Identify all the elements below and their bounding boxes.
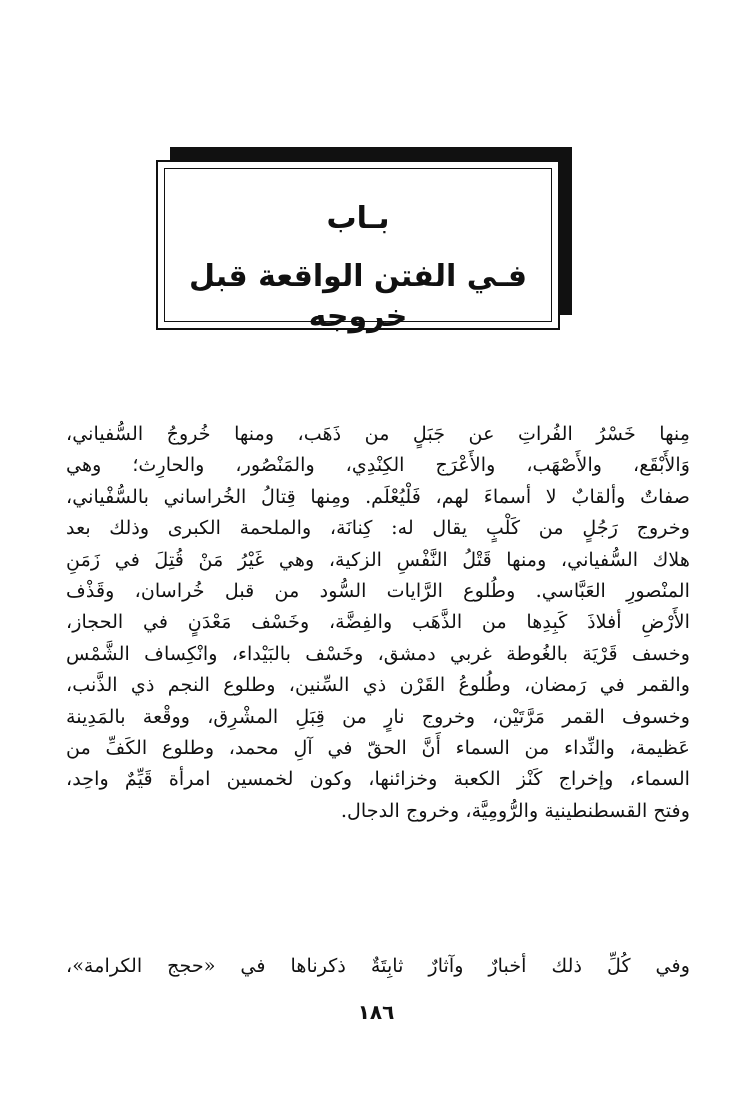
text-line: وخسف قَرْيَة بالغُوطة غربي دمشق، وخَسْف بالبَيْداء، وانْكِساف الشَّمْس: [66, 641, 690, 665]
text-line: الأَرْضِ أفلاذَ كَبِدِها من الذَّهَب والفِضَّة، وخَسْف مَعْدَنٍ في الحجاز،: [66, 610, 690, 634]
text-line: السماء، وإخراج كَنْز الكعبة وخزائنها، وكون لخمسين امرأة قَيِّمٌ واحِد،: [66, 767, 690, 791]
second-paragraph: وفي كُلِّ ذلك أخبارٌ وآثارٌ ثابِتَةٌ ذكرناها في «حجج الكرامة»،: [66, 954, 690, 977]
main-paragraph: [66, 418, 690, 826]
text-line: وَالأَبْقَع، والأَصْهَب، والأَعْرَج الكِنْدِي، والمَنْصُور، والحارِث؛ وهي: [66, 453, 690, 477]
chapter-title-inner-frame: [164, 168, 552, 334]
chapter-title: فـي الفتن الواقعة قبل خروجه: [188, 259, 528, 334]
text-line: وخروج رَجُلٍ من كَلْبٍ يقال له: كِنانَة، والملحمة الكبرى وذلك بعد: [66, 516, 690, 540]
text-line: والقمر في رَمضان، وطُلوعُ القَرْن ذي السِّنين، وطلوع النجم ذي الذَّنب،: [66, 673, 690, 697]
text-line: هلاك السُّفياني، ومنها قَتْلُ النَّفْسِ الزكية، وهي غَيْرُ مَنْ قُتِلَ في زَمَنِ: [66, 547, 690, 571]
page-number: ١٨٦: [357, 1000, 395, 1024]
chapter-title-box: [156, 160, 560, 334]
text-line: المنْصورِ العَبَّاسي. وطُلوع الرَّايات السُّود من قبل خُراسان، وقَذْف: [66, 578, 690, 602]
text-line: صفاتٌ وألقابٌ لا أسماءَ لهم، فَلْيُعْلَم. ومِنها قِتالُ الخُراساني بالسُّفْياني،: [66, 484, 690, 508]
text-line: مِنها خَسْرُ الفُراتِ عن جَبَلٍ من ذَهَب، ومنها خُروجُ السُّفياني،: [66, 422, 690, 445]
chapter-label: بـاب: [326, 201, 390, 236]
text-line: عَظيمة، والنِّداء من السماء أَنَّ الحقّ في آلِ محمد، وطلوع الكَفِّ من: [66, 735, 690, 759]
text-line: وفتح القسطنطينية والرُّومِيَّة، وخروج الدجال.: [340, 798, 690, 822]
text-line: وخسوف القمر مَرَّتَيْن، وخروج نارٍ من قِبَلِ المشْرِق، ووقْعة بالمَدِينة: [66, 704, 690, 728]
